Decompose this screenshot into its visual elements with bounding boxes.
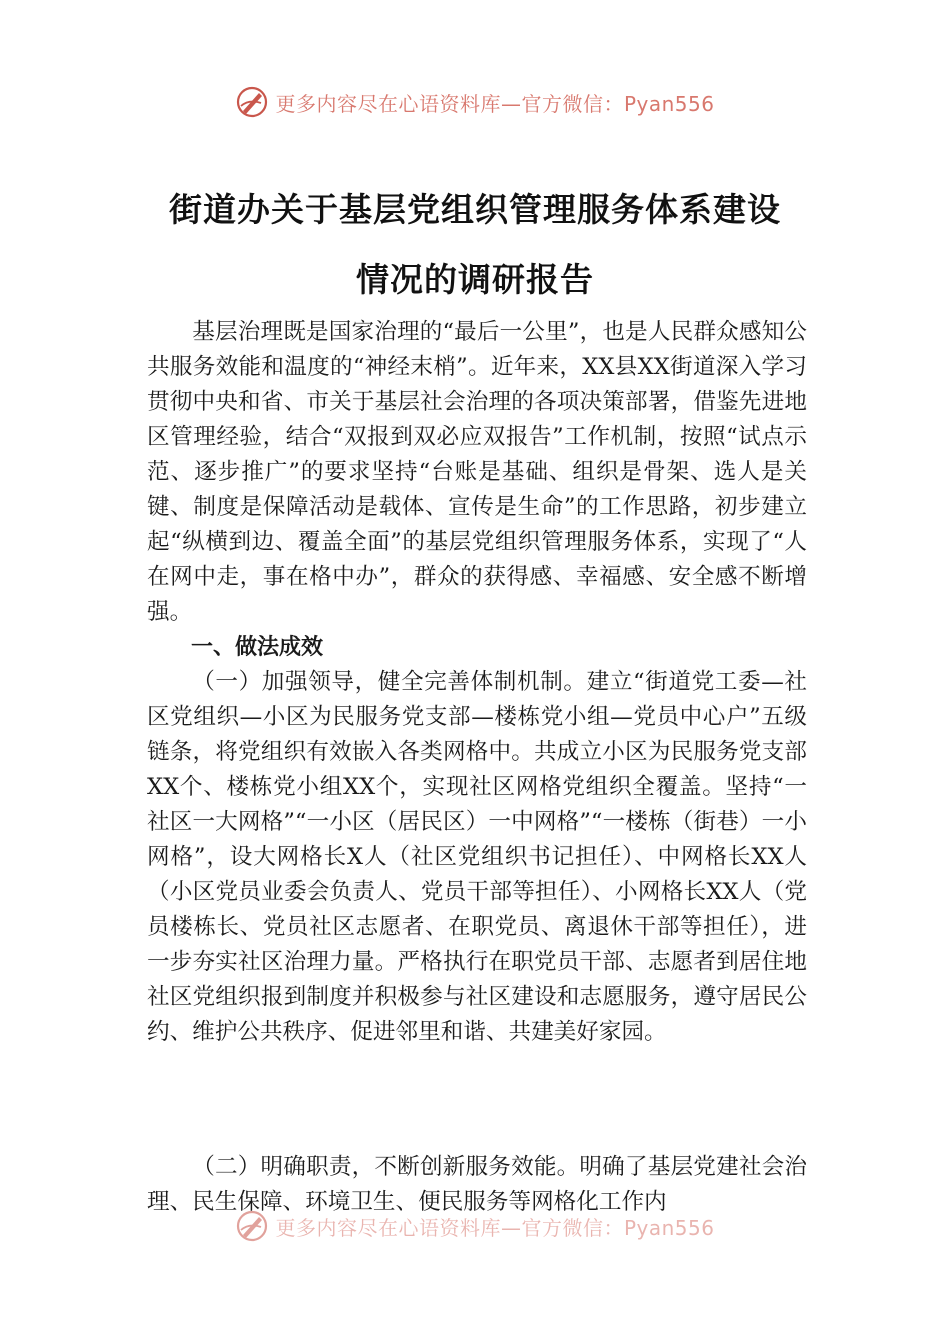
point-paragraph-2: （二）明确职责，不断创新服务效能。明确了基层党建社会治理、民生保障、环境卫生、便民服务等网格化工作内 — [147, 1154, 807, 1215]
document-body — [147, 315, 807, 1050]
intro-paragraph: 基层治理既是国家治理的“最后一公里”，也是人民群众感知公共服务效能和温度的“神经末梢”。近年来，XX县XX街道深入学习贯彻中央和省、市关于基层社会治理的各项决策部署，借鉴先进地区管理经验，结合“双报到双必应双报告”工作机制，按照“试点示范、逐步推广”的要求坚持“台账是基础、组织是骨架、选人是关键、制度是保障活动是载体、宣传是生命”的工作思路，初步建立起“纵横到边、覆盖全面”的基层党组织管理服务体系，实现了“人在网中走，事在格中办”，群众的获得感、幸福感、安全感不断增强。 — [147, 319, 807, 625]
page-title-line-2: 情况的调研报告 — [356, 260, 594, 299]
watermark-text: 更多内容尽在心语资料库—官方微信：Pyan556 — [275, 91, 715, 116]
pen-logo-icon — [235, 1209, 269, 1243]
watermark-banner-top — [0, 82, 950, 122]
point-paragraph-1: （一）加强领导，健全完善体制机制。建立“街道党工委—社区党组织—小区为民服务党支部—楼栋党小组—党员中心户”五级链条，将党组织有效嵌入各类网格中。共成立小区为民服务党支部XX个、楼栋党小组XX个，实现社区网格党组织全覆盖。坚持“一社区一大网格”“一小区（居民区）一中网格”“一楼栋（街巷）一小网格”，设大网格长X人（社区党组织书记担任）、中网格长XX人（小区党员业委会负责人、党员干部等担任）、小网格长XX人（党员楼栋长、党员社区志愿者、在职党员、离退休干部等担任），进一步夯实社区治理力量。严格执行在职党员干部、志愿者到居住地社区党组织报到制度并积极参与社区建设和志愿服务，遵守居民公约、维护公共秩序、促进邻里和谐、共建美好家园。 — [147, 669, 807, 1045]
page-title-line-1: 街道办关于基层党组织管理服务体系建设 — [169, 190, 781, 229]
watermark-text: 更多内容尽在心语资料库—官方微信：Pyan556 — [275, 1215, 715, 1240]
section-heading: 一、做法成效 — [191, 635, 324, 660]
pen-logo-icon — [235, 85, 269, 119]
watermark-banner-bottom — [0, 1206, 950, 1246]
